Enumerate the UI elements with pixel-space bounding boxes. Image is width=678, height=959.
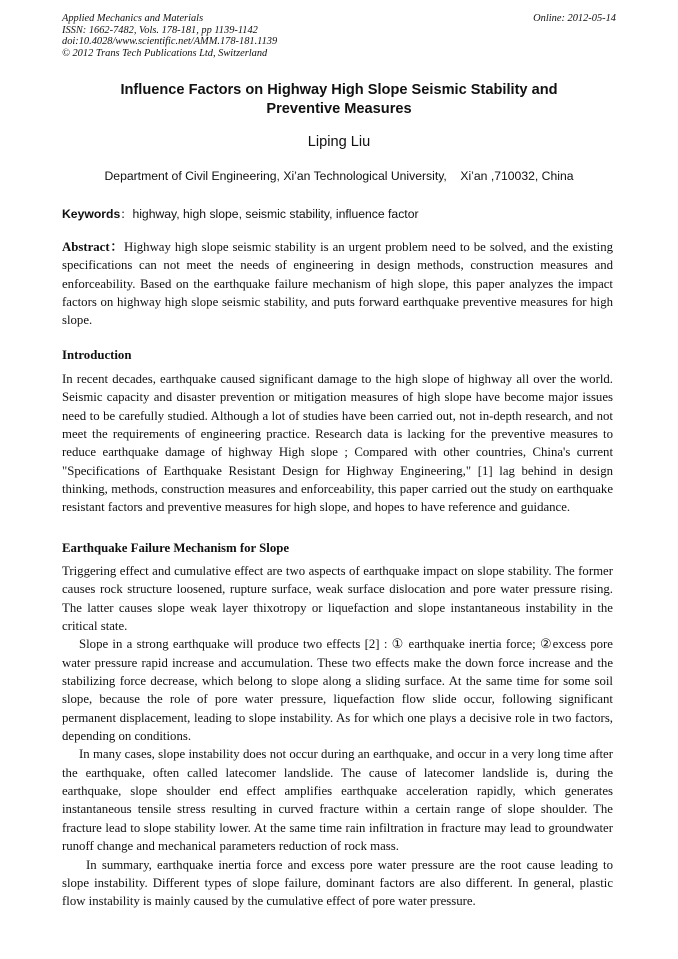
- mechanism-paragraph-2: Slope in a strong earthquake will produce two effects [2] : ① earthquake inertia force; ②excess pore water pressure rapid increase and accumulation. These two effects make the down force increase and the stabilizing force decrease, which belong to slope along a sliding surface. At the same time for some soil slope, because the role of pore water pressure, liquefaction flow slide occur, following significant permanent displacement, leading to slope instability. As for which one plays a decisive role in two factors, depending on conditions.: [62, 637, 613, 744]
- mechanism-paragraph-4: In summary, earthquake inertia force and excess pore water pressure are the root cause leading to slope instability. Different types of slope failure, dominant factors are also different. In general, plastic flow instability is mainly caused by the cumulative effect of pore water pressure.: [62, 857, 613, 909]
- keywords-label: Keywords: [62, 207, 121, 221]
- mechanism-paragraph-1: Triggering effect and cumulative effect are two aspects of earthquake impact on slope stability. The former causes rock structure loosened, rupture surface, weak surface dislocation and pore water pressure rising. The latter causes slope weak layer thixotropy or liquefaction and slope instantaneous instability in the critical state.: [62, 564, 613, 634]
- mechanism-body: [62, 562, 613, 911]
- keywords-separator: ：: [120, 207, 133, 221]
- issn-line: ISSN: 1662-7482, Vols. 178-181, pp 1139-1142: [62, 24, 258, 36]
- paper-title: [62, 81, 616, 118]
- online-date: Online: 2012-05-14: [533, 13, 616, 24]
- introduction-heading: Introduction: [62, 348, 132, 362]
- copyright-line: © 2012 Trans Tech Publications Ltd, Switzerland: [62, 47, 268, 59]
- doi-line: doi:10.4028/www.scientific.net/AMM.178-181.1139: [62, 36, 278, 48]
- title-line-2: Preventive Measures: [266, 100, 412, 117]
- abstract-text: Highway high slope seismic stability is an urgent problem need to be solved, and the existing specifications can not meet the needs of engineering in design methods, construction measures and enforceability. Based on the earthquake failure mechanism of high slope, this paper analyzes the impact factors on highway high slope seismic stability, and puts forward earthquake preventive measures for high slope.: [62, 240, 613, 328]
- abstract-separator: ：: [109, 240, 124, 254]
- mechanism-paragraph-3: In many cases, slope instability does not occur during an earthquake, and occur in a very long time after the earthquake, often called latecomer landslide. The cause of latecomer landslide is, during the earthquake, slope shoulder end effect amplifies earthquake acceleration rapidly, which generates instantaneous tensile stress resulting in curved fracture within a certain range of slope shoulder. The fracture lead to slope stability lower. At the same time rain infiltration in fracture may lead to groundwater runoff change and mechanical parameters reduction of rock mass.: [62, 747, 613, 854]
- mechanism-heading: Earthquake Failure Mechanism for Slope: [62, 541, 290, 555]
- title-line-1: Influence Factors on Highway High Slope Seismic Stability and: [120, 82, 558, 98]
- journal-header: [62, 13, 616, 59]
- keywords: [62, 206, 616, 222]
- abstract-label: Abstract: [62, 240, 110, 254]
- introduction-paragraph: In recent decades, earthquake caused significant damage to the high slope of highway all over the world. Seismic capacity and disaster prevention or mitigation measures of high slope have become major issues need to be carefully studied. Although a lot of studies have been carried out, not in-depth research, and not meet the requirements of engineering practice. Research data is lacking for the preventive measures to reduce earthquake damage of highway High slope ; Compared with other countries, China's current "Specifications of Earthquake Resistant Design for Highway Engineering," [1] lag behind in design thinking, methods, construction measures and enforceability, this paper carried out the study on earthquake resistant factors and preventive measures for high slope, and hopes to have reference and guidance.: [62, 372, 613, 515]
- affiliation: Department of Civil Engineering, Xi’an Technological University, Xi’an ,710032, China: [104, 169, 574, 183]
- abstract: [62, 238, 613, 330]
- journal-name: Applied Mechanics and Materials: [62, 13, 204, 24]
- keywords-text: highway, high slope, seismic stability, influence factor: [132, 207, 419, 221]
- introduction-body: [62, 370, 613, 517]
- author-name: Liping Liu: [307, 134, 371, 150]
